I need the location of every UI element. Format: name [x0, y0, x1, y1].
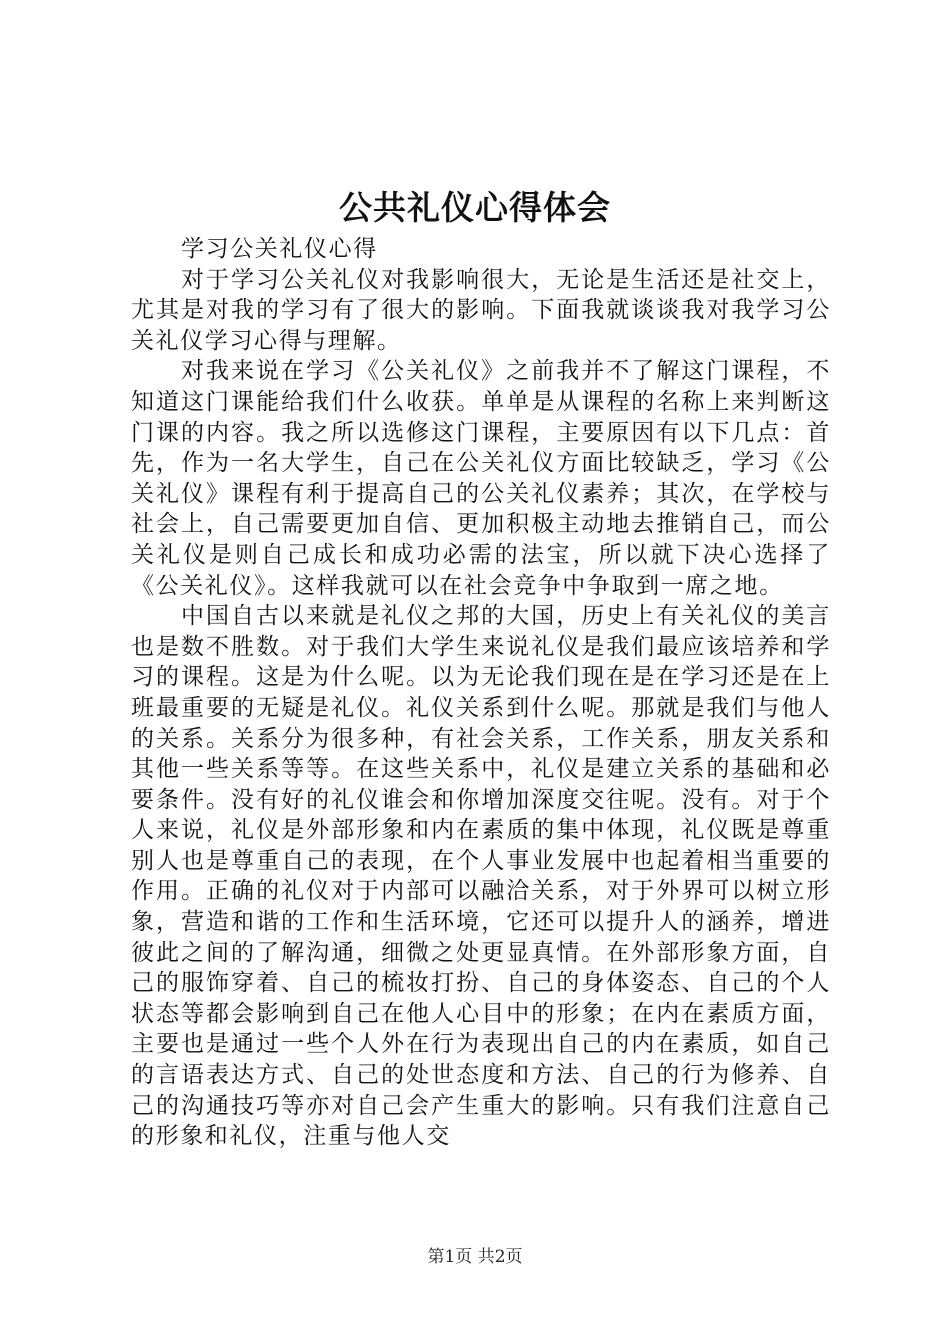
subheading: 学习公关礼仪心得 [181, 236, 378, 262]
page-number-footer: 第1页 共2页 [427, 1247, 523, 1267]
paragraph-3: 中国自古以来就是礼仪之邦的大国，历史上有关礼仪的美言也是数不胜数。对于我们大学生来说礼仪是我们最应该培养和学习的课程。这是为什么呢。以为无论我们现在是在学习还是在上班最重要的无疑是礼仪。礼仪关系到什么呢。那就是我们与他人的关系。关系分为很多种，有社会关系，工作关系，朋友关系和其他一些关系等等。在这些关系中，礼仪是建立关系的基础和必要条件。没有好的礼仪谁会和你增加深度交往呢。没有。对于个人来说，礼仪是外部形象和内在素质的集中体现，礼仪既是尊重别人也是尊重自己的表现，在个人事业发展中也起着相当重要的作用。正确的礼仪对于内部可以融洽关系，对于外界可以树立形象，营造和谐的工作和生活环境，它还可以提升人的涵养，增进彼此之间的了解沟通，细微之处更显真情。在外部形象方面，自己的服饰穿着、自己的梳妆打扮、自己的身体姿态、自己的个人状态等都会影响到自己在他人心目中的形象；在内在素质方面，主要也是通过一些个人外在行为表现出自己的内在素质，如自己的言语表达方式、自己的处世态度和方法、自己的行为修养、自己的沟通技巧等亦对自己会产生重大的影响。只有我们注意自己的形象和礼仪，注重与他人交 [131, 603, 831, 1150]
paragraph-2: 对我来说在学习《公关礼仪》之前我并不了解这门课程，不知道这门课能给我们什么收获。单单是从课程的名称上来判断这门课的内容。我之所以选修这门课程，主要原因有以下几点：首先，作为一名大学生，自己在公关礼仪方面比较缺乏，学习《公关礼仪》课程有利于提高自己的公关礼仪素养；其次，在学校与社会上，自己需要更加自信、更加积极主动地去推销自己，而公关礼仪是则自己成长和成功必需的法宝，所以就下决心选择了《公关礼仪》。这样我就可以在社会竞争中争取到一席之地。 [131, 358, 831, 599]
document-title: 公共礼仪心得体会 [339, 188, 611, 227]
paragraph-1: 对于学习公关礼仪对我影响很大，无论是生活还是社交上，尤其是对我的学习有了很大的影响。下面我就谈谈我对我学习公关礼仪学习心得与理解。 [131, 266, 831, 354]
document-body [131, 234, 831, 1152]
